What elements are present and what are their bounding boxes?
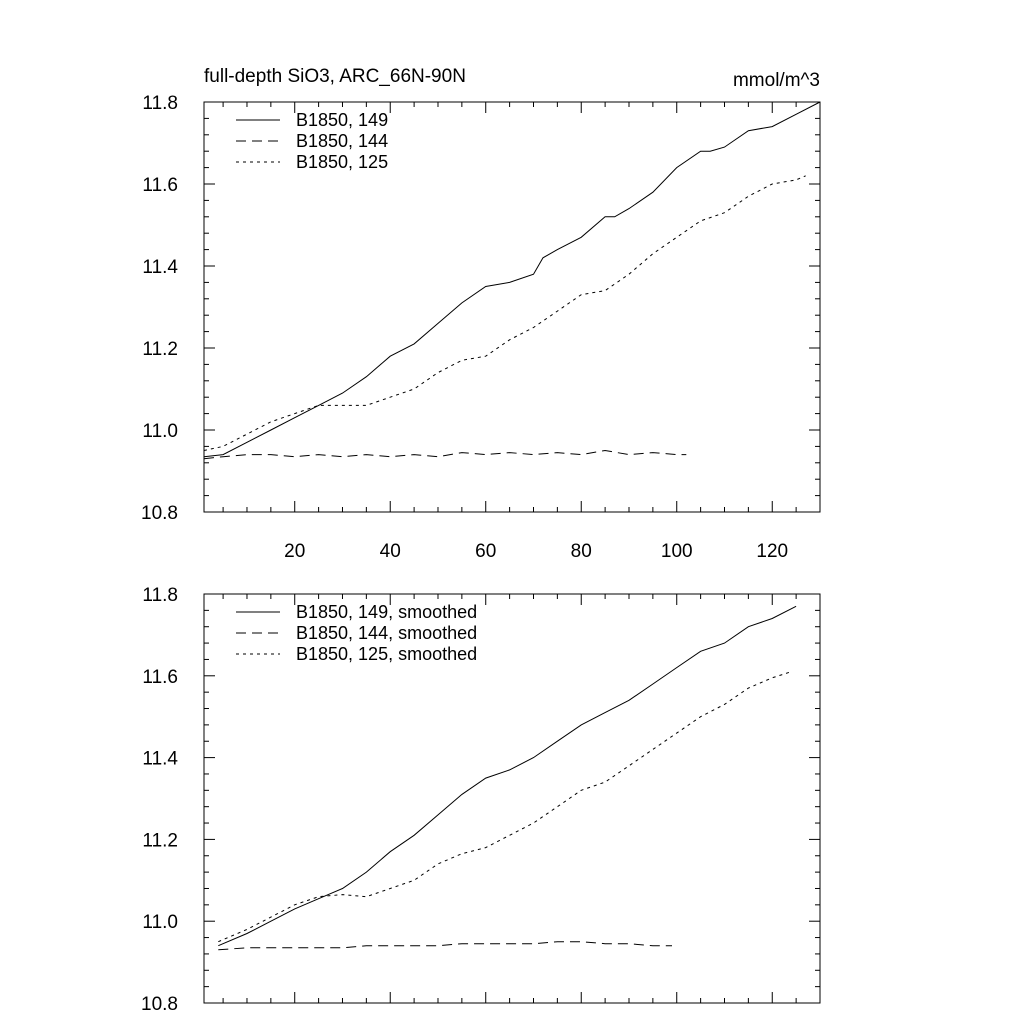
y-tick-label: 10.8 <box>141 994 178 1015</box>
top-panel <box>141 66 820 562</box>
y-tick-label: 11.6 <box>142 175 178 196</box>
legend-label: B1850, 144, smoothed <box>296 623 478 643</box>
x-tick-label: 80 <box>570 541 592 562</box>
y-tick-label: 11.8 <box>142 93 178 114</box>
x-tick-label: 60 <box>475 541 497 562</box>
x-tick-label: 20 <box>284 541 306 562</box>
y-tick-label: 11.4 <box>142 257 178 278</box>
series-line <box>204 451 686 459</box>
legend-label: B1850, 144 <box>296 131 389 151</box>
legend-label: B1850, 125 <box>296 152 389 172</box>
y-tick-label: 11.0 <box>142 421 178 442</box>
x-tick-label: 40 <box>379 541 401 562</box>
y-tick-label: 11.0 <box>142 912 178 934</box>
legend-label: B1850, 149 <box>296 110 389 130</box>
x-tick-label: 100 <box>660 541 693 562</box>
bottom-panel <box>141 585 820 1015</box>
y-tick-label: 11.2 <box>142 339 178 360</box>
legend-label: B1850, 125, smoothed <box>296 644 478 664</box>
series-line <box>218 942 672 950</box>
series-line <box>218 672 791 942</box>
y-tick-label: 11.4 <box>142 748 178 770</box>
series-line <box>204 176 806 451</box>
x-tick-label: 120 <box>756 541 789 562</box>
chart-title: full-depth SiO3, ARC_66N-90N <box>204 66 466 87</box>
y-tick-label: 11.6 <box>142 666 178 688</box>
legend-label: B1850, 149, smoothed <box>296 602 478 622</box>
y-tick-label: 10.8 <box>141 503 178 524</box>
units-label: mmol/m^3 <box>732 70 820 91</box>
y-tick-label: 11.8 <box>142 585 178 606</box>
y-tick-label: 11.2 <box>142 830 178 852</box>
